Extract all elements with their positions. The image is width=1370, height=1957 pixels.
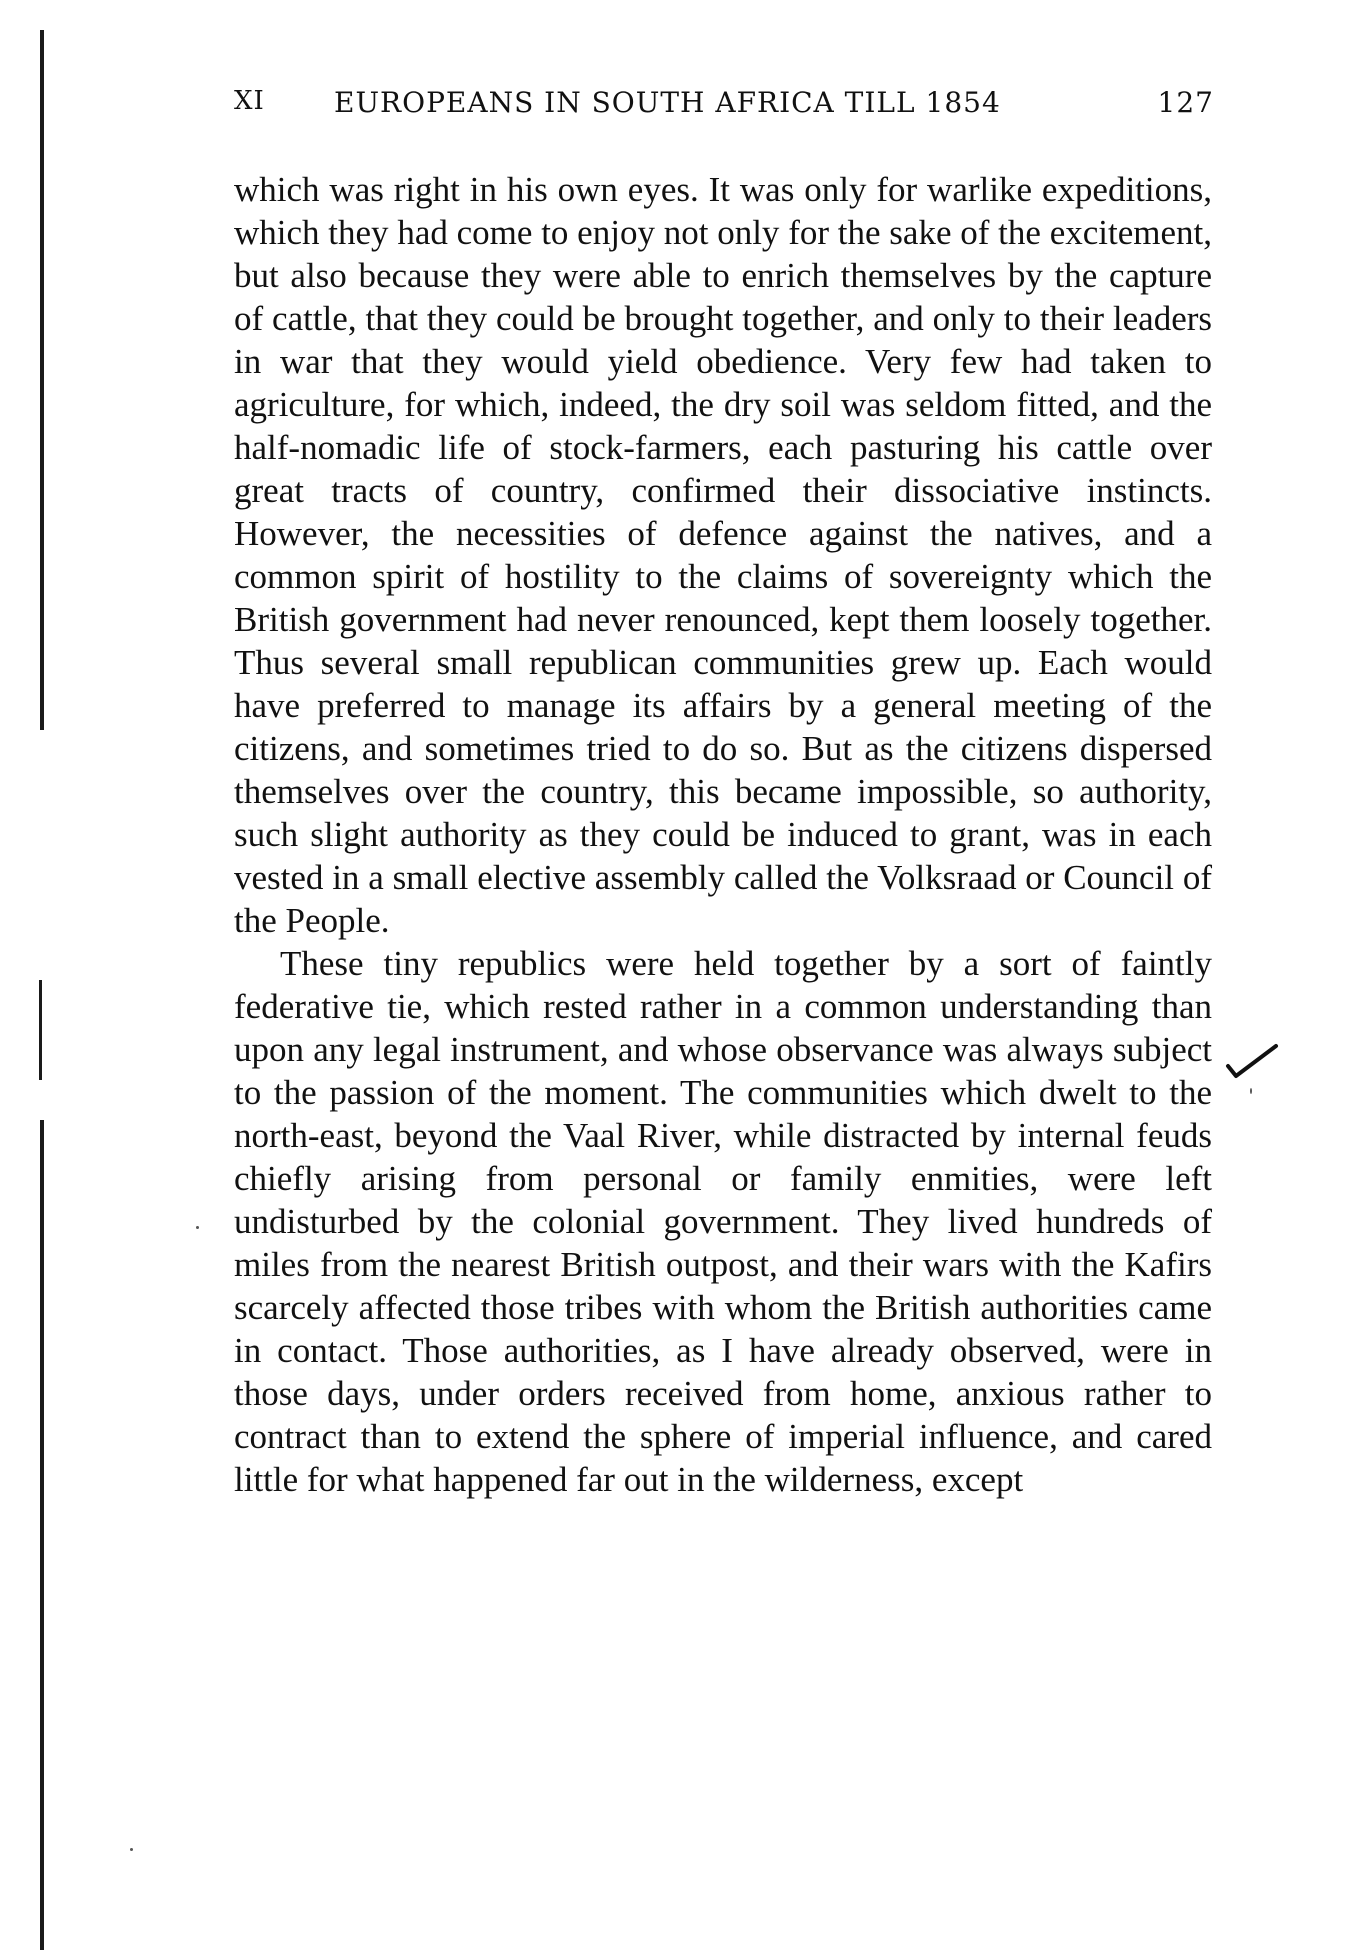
running-header — [234, 86, 1214, 130]
margin-line-middle — [39, 980, 42, 1080]
speck — [130, 1848, 133, 1851]
chapter-number: XI — [234, 86, 265, 116]
margin-line-lower — [40, 1120, 44, 1950]
checkmark-icon — [1224, 1040, 1280, 1080]
margin-line-upper — [40, 30, 44, 730]
paragraph-2: These tiny republics were held together by a sort of faintly federative tie, which rested rather in a common understanding than upon any legal instrument, and whose observance was always subject to the passion of the moment. The communities which dwelt to the north-east, beyond the Vaal River, while distracted by internal feuds chiefly arising from personal or family enmities, were left undisturbed by the colonial government. They lived hundreds of miles from the nearest British outpost, and their wars with the Kafirs scarcely affected those tribes with whom the British authorities came in contact. Those authorities, as I have already observed, were in those days, under orders received from home, anxious rather to contract than to extend the sphere of imperial influence, and cared little for what happened far out in the wilderness, except — [234, 944, 1212, 1499]
speck — [1250, 1088, 1252, 1094]
speck — [196, 1226, 199, 1229]
paragraph-1: which was right in his own eyes. It was only for warlike expeditions, which they had come to enjoy not only for the sake of the excitement, but also because they were able to enrich themselves by the capture of cattle, that they could be brought together, and only to their leaders in war that they would yield obedience. Very few had taken to agriculture, for which, indeed, the dry soil was seldom fitted, and the half-nomadic life of stock-farmers, each pasturing his cattle over great tracts of country, confirmed their dissociative instincts. However, the necessities of defence against the natives, and a common spirit of hostility to the claims of sovereignty which the British government had never renounced, kept them loosely together. Thus several small republican communities grew up. Each would have preferred to manage its affairs by a general meeting of the citizens, and sometimes tried to do so. But as the citizens dispersed themselves over the country, this became impossible, so authority, such slight authority as they could be induced to grant, was in each vested in a small elective assembly called the Volksraad or Council of the People. — [234, 170, 1212, 940]
body-text — [234, 168, 1212, 1501]
running-title: EUROPEANS IN SOUTH AFRICA TILL 1854 — [334, 86, 1001, 119]
page-number: 127 — [1157, 86, 1214, 119]
